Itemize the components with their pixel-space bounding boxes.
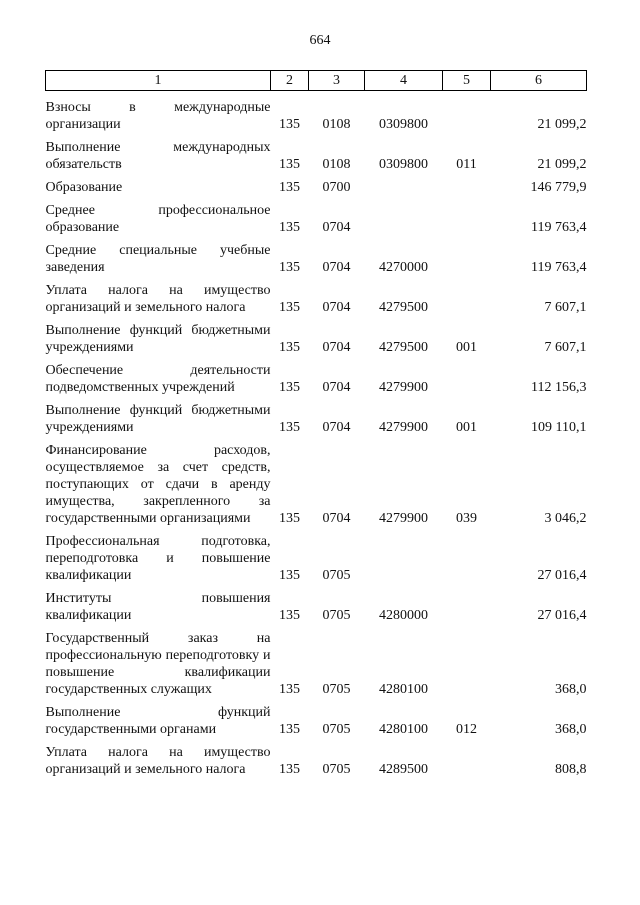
row-code-3: 0704 [322,260,351,275]
table-row [46,399,587,439]
table-row [46,279,587,319]
row-code-4: 4280100 [379,682,428,697]
row-code-2: 135 [279,722,300,737]
row-code-2: 135 [279,682,300,697]
row-amount: 119 763,4 [531,260,587,275]
row-code-3: 0108 [322,157,351,172]
row-code-5: 011 [456,157,477,172]
table-row [46,319,587,359]
row-code-5 [443,741,491,781]
row-name: Уплата налога на имущество организаций и земельного налога [45,745,271,777]
row-code-4: 4279500 [379,300,428,315]
row-name: Среднее профессиональное образование [45,203,271,235]
row-name: Институты повышения квалификации [45,591,271,623]
row-name: Выполнение функций бюджетными учреждениями [45,323,271,355]
row-code-4: 4280100 [379,722,428,737]
row-code-4: 4279900 [379,420,428,435]
row-code-5 [443,239,491,279]
row-name: Выполнение функций государственными органами [45,705,271,737]
row-name: Взносы в международные организации [45,100,271,132]
row-code-2: 135 [279,157,300,172]
row-amount: 368,0 [555,682,587,697]
row-code-5 [443,176,491,199]
row-amount: 119 763,4 [531,220,587,235]
row-code-4: 4279900 [379,511,428,526]
row-code-4: 0309800 [379,157,428,172]
row-code-5 [443,279,491,319]
row-code-5 [443,627,491,701]
row-code-5: 001 [456,340,477,355]
row-amount: 109 110,1 [531,420,587,435]
row-code-3: 0700 [322,180,351,195]
row-code-5 [443,530,491,587]
row-code-2: 135 [279,568,300,583]
column-header-2: 2 [271,71,309,91]
row-code-3: 0704 [322,340,351,355]
row-code-5: 039 [456,511,477,526]
row-name: Профессиональная подготовка, переподготовка и повышение квалификации [45,534,271,583]
row-code-2: 135 [279,340,300,355]
row-amount: 3 046,2 [544,511,587,526]
row-amount: 7 607,1 [544,340,587,355]
row-code-2: 135 [279,608,300,623]
row-code-3: 0705 [322,568,351,583]
row-amount: 808,8 [555,762,587,777]
row-code-2: 135 [279,117,300,132]
row-code-5 [443,587,491,627]
page-number: 664 [309,33,331,48]
row-code-3: 0704 [322,380,351,395]
row-code-2: 135 [279,260,300,275]
row-code-4 [365,530,443,587]
row-code-3: 0705 [322,722,351,737]
row-code-4: 4270000 [379,260,428,275]
row-code-2: 135 [279,220,300,235]
row-code-3: 0704 [322,300,351,315]
row-code-2: 135 [279,511,300,526]
row-code-3: 0704 [322,511,351,526]
row-amount: 7 607,1 [544,300,587,315]
column-header-6: 6 [491,71,587,91]
row-name: Обеспечение деятельности подведомственных учреждений [45,363,271,395]
row-amount: 21 099,2 [537,157,587,172]
table-row [46,199,587,239]
row-code-2: 135 [279,762,300,777]
row-name: Образование [45,180,123,195]
row-code-3: 0704 [322,420,351,435]
row-code-3: 0705 [322,682,351,697]
row-code-4: 0309800 [379,117,428,132]
row-name: Государственный заказ на профессиональную переподготовку и повышение квалификации государственных служащих [45,631,271,697]
table-row [46,176,587,199]
table-row [46,439,587,530]
row-code-4: 4279900 [379,380,428,395]
row-amount: 112 156,3 [531,380,587,395]
row-code-3: 0704 [322,220,351,235]
row-code-2: 135 [279,420,300,435]
row-amount: 21 099,2 [537,117,587,132]
row-name: Выполнение международных обязательств [45,140,271,172]
column-header-4: 4 [365,71,443,91]
column-header-5: 5 [443,71,491,91]
row-code-4: 4279500 [379,340,428,355]
row-code-2: 135 [279,300,300,315]
budget-table [45,70,587,781]
column-header-3: 3 [309,71,365,91]
table-row [46,136,587,176]
table-row [46,701,587,741]
row-amount: 368,0 [555,722,587,737]
row-amount: 146 779,9 [530,180,587,195]
row-name: Выполнение функций бюджетными учреждениями [45,403,271,435]
row-name: Финансирование расходов, осуществляемое за счет средств, поступающих от сдачи в аренду имущества, закрепленного за государственными организациями [45,443,271,526]
row-name: Уплата налога на имущество организаций и земельного налога [45,283,271,315]
table-row [46,530,587,587]
row-amount: 27 016,4 [537,608,587,623]
row-code-5: 001 [456,420,477,435]
column-header-1: 1 [46,71,271,91]
row-code-3: 0108 [322,117,351,132]
row-name: Средние специальные учебные заведения [45,243,271,275]
table-row [46,96,587,136]
row-code-4 [365,199,443,239]
row-code-2: 135 [279,180,300,195]
table-row [46,239,587,279]
row-code-2: 135 [279,380,300,395]
table-row [46,627,587,701]
row-amount: 27 016,4 [537,568,587,583]
row-code-5: 012 [456,722,477,737]
row-code-3: 0705 [322,608,351,623]
row-code-5 [443,96,491,136]
row-code-4: 4289500 [379,762,428,777]
table-row [46,741,587,781]
header-row [46,71,587,91]
row-code-3: 0705 [322,762,351,777]
table-row [46,587,587,627]
row-code-5 [443,199,491,239]
row-code-4: 4280000 [379,608,428,623]
table-row [46,359,587,399]
row-code-4 [365,176,443,199]
row-code-5 [443,359,491,399]
